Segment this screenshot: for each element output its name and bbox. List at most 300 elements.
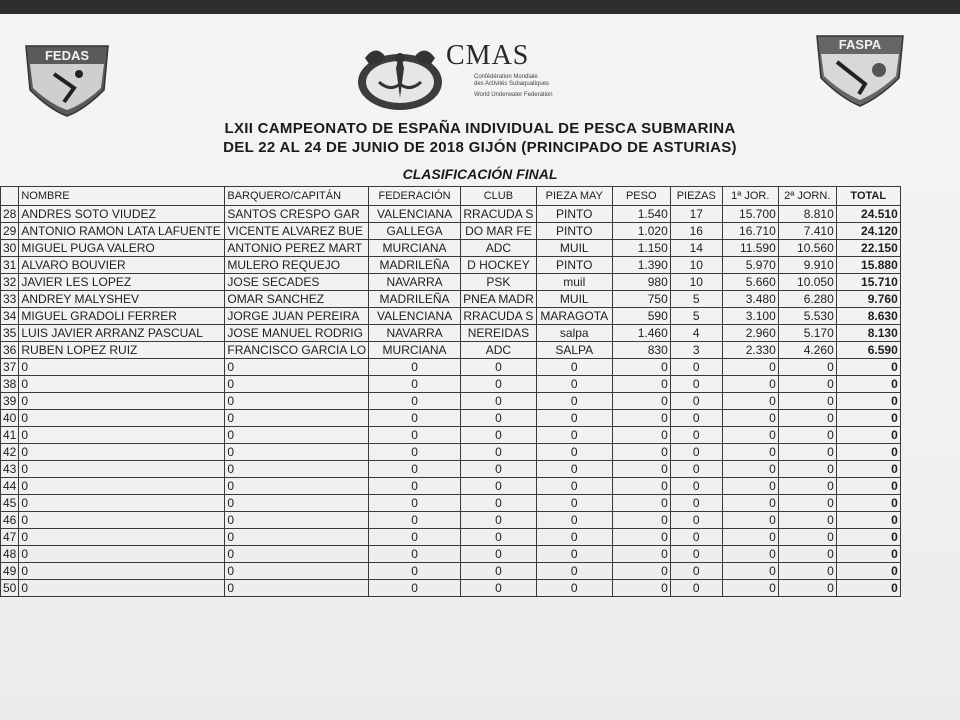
- cell-pos: 48: [1, 546, 19, 563]
- cmas-line-3: World Underwater Federation: [474, 92, 553, 98]
- cell-nombre: 0: [19, 359, 225, 376]
- cell-j2: 0: [778, 444, 836, 461]
- results-table: [0, 186, 901, 597]
- cell-club: 0: [461, 393, 537, 410]
- table-row: [1, 342, 901, 359]
- faspa-logo-text: FASPA: [838, 37, 882, 52]
- cell-barquero: 0: [225, 546, 369, 563]
- cell-nombre: LUIS JAVIER ARRANZ PASCUAL: [19, 325, 225, 342]
- cell-nombre: 0: [19, 512, 225, 529]
- cell-j1: 0: [722, 376, 778, 393]
- cell-pieza: 0: [536, 444, 612, 461]
- cell-peso: 0: [612, 410, 670, 427]
- cmas-wordmark: [446, 40, 586, 100]
- cell-piezas: 0: [670, 563, 722, 580]
- cell-federacion: 0: [369, 461, 461, 478]
- table-row: [1, 291, 901, 308]
- cell-j2: 0: [778, 427, 836, 444]
- cell-federacion: NAVARRA: [369, 325, 461, 342]
- cell-pieza: PINTO: [536, 223, 612, 240]
- cell-j1: 0: [722, 461, 778, 478]
- cell-pieza: SALPA: [536, 342, 612, 359]
- header-nombre: NOMBRE: [19, 187, 225, 206]
- cell-nombre: 0: [19, 546, 225, 563]
- cell-j2: 0: [778, 461, 836, 478]
- cell-total: 0: [836, 376, 900, 393]
- cell-j2: 0: [778, 393, 836, 410]
- cell-j2: 0: [778, 512, 836, 529]
- cell-club: D HOCKEY: [461, 257, 537, 274]
- cell-pieza: 0: [536, 461, 612, 478]
- cell-j1: 0: [722, 478, 778, 495]
- cell-piezas: 10: [670, 274, 722, 291]
- header-pieza: PIEZA MAY: [536, 187, 612, 206]
- cell-federacion: MADRILEÑA: [369, 291, 461, 308]
- cell-barquero: JOSE SECADES: [225, 274, 369, 291]
- cell-nombre: ANTONIO RAMON LATA LAFUENTE: [19, 223, 225, 240]
- cell-peso: 830: [612, 342, 670, 359]
- cell-total: 0: [836, 359, 900, 376]
- cell-federacion: 0: [369, 393, 461, 410]
- cell-pos: 47: [1, 529, 19, 546]
- cell-federacion: 0: [369, 427, 461, 444]
- cell-peso: 0: [612, 546, 670, 563]
- cell-club: 0: [461, 427, 537, 444]
- table-row: [1, 546, 901, 563]
- cell-pos: 43: [1, 461, 19, 478]
- cell-piezas: 0: [670, 410, 722, 427]
- cell-j1: 0: [722, 444, 778, 461]
- cell-pieza: 0: [536, 376, 612, 393]
- cell-nombre: RUBEN LOPEZ RUIZ: [19, 342, 225, 359]
- cell-piezas: 5: [670, 308, 722, 325]
- cell-federacion: 0: [369, 563, 461, 580]
- cell-nombre: 0: [19, 427, 225, 444]
- header-pos: [1, 187, 19, 206]
- cell-pos: 28: [1, 206, 19, 223]
- cell-peso: 0: [612, 478, 670, 495]
- cell-j2: 5.530: [778, 308, 836, 325]
- cell-pos: 44: [1, 478, 19, 495]
- cell-club: 0: [461, 478, 537, 495]
- cell-total: 6.590: [836, 342, 900, 359]
- cell-pieza: MARAGOTA: [536, 308, 612, 325]
- table-row: [1, 240, 901, 257]
- table-row: [1, 359, 901, 376]
- cell-barquero: 0: [225, 444, 369, 461]
- cell-j2: 6.280: [778, 291, 836, 308]
- cell-club: 0: [461, 410, 537, 427]
- table-row: [1, 325, 901, 342]
- cell-nombre: MIGUEL PUGA VALERO: [19, 240, 225, 257]
- cell-pieza: 0: [536, 427, 612, 444]
- cell-total: 8.630: [836, 308, 900, 325]
- cell-peso: 980: [612, 274, 670, 291]
- cell-j2: 0: [778, 359, 836, 376]
- cell-peso: 0: [612, 529, 670, 546]
- cell-j1: 5.660: [722, 274, 778, 291]
- cell-piezas: 4: [670, 325, 722, 342]
- cell-j1: 0: [722, 427, 778, 444]
- cell-piezas: 0: [670, 580, 722, 597]
- cell-peso: 0: [612, 580, 670, 597]
- cell-peso: 0: [612, 393, 670, 410]
- cell-total: 0: [836, 427, 900, 444]
- cell-pos: 33: [1, 291, 19, 308]
- table-row: [1, 478, 901, 495]
- cell-nombre: 0: [19, 495, 225, 512]
- cell-club: NEREIDAS: [461, 325, 537, 342]
- cell-club: ADC: [461, 240, 537, 257]
- header-piezas: PIEZAS: [670, 187, 722, 206]
- cell-club: 0: [461, 580, 537, 597]
- cell-piezas: 0: [670, 478, 722, 495]
- cell-j1: 2.960: [722, 325, 778, 342]
- cell-barquero: ANTONIO PEREZ MART: [225, 240, 369, 257]
- header-peso: PESO: [612, 187, 670, 206]
- cell-j2: 0: [778, 546, 836, 563]
- cell-club: 0: [461, 359, 537, 376]
- cell-total: 15.710: [836, 274, 900, 291]
- cell-federacion: GALLEGA: [369, 223, 461, 240]
- cell-piezas: 16: [670, 223, 722, 240]
- cell-barquero: 0: [225, 478, 369, 495]
- cell-piezas: 14: [670, 240, 722, 257]
- cmas-line-1: Confédération Mondiale: [474, 74, 538, 80]
- table-row: [1, 308, 901, 325]
- table-row: [1, 427, 901, 444]
- cell-total: 0: [836, 512, 900, 529]
- cell-peso: 0: [612, 563, 670, 580]
- table-row: [1, 257, 901, 274]
- cell-j2: 0: [778, 563, 836, 580]
- cell-peso: 0: [612, 444, 670, 461]
- cell-j1: 3.480: [722, 291, 778, 308]
- cell-total: 15.880: [836, 257, 900, 274]
- cell-j2: 0: [778, 478, 836, 495]
- cell-piezas: 0: [670, 512, 722, 529]
- cell-pieza: 0: [536, 478, 612, 495]
- cell-pieza: 0: [536, 512, 612, 529]
- cell-j2: 7.410: [778, 223, 836, 240]
- cell-pos: 50: [1, 580, 19, 597]
- cell-peso: 1.460: [612, 325, 670, 342]
- table-row: [1, 495, 901, 512]
- cell-club: PNEA MADR: [461, 291, 537, 308]
- cell-federacion: 0: [369, 529, 461, 546]
- cell-nombre: ANDREY MALYSHEV: [19, 291, 225, 308]
- cell-j2: 0: [778, 410, 836, 427]
- cell-pieza: MUIL: [536, 240, 612, 257]
- cell-nombre: 0: [19, 461, 225, 478]
- table-row: [1, 512, 901, 529]
- cell-federacion: NAVARRA: [369, 274, 461, 291]
- cell-j1: 2.330: [722, 342, 778, 359]
- cell-total: 0: [836, 529, 900, 546]
- cell-federacion: 0: [369, 580, 461, 597]
- faspa-logo: [815, 34, 905, 108]
- cell-j1: 3.100: [722, 308, 778, 325]
- cell-club: DO MAR FE: [461, 223, 537, 240]
- table-row: [1, 563, 901, 580]
- cell-total: 0: [836, 461, 900, 478]
- cell-j2: 0: [778, 580, 836, 597]
- cell-pieza: muil: [536, 274, 612, 291]
- cell-j1: 0: [722, 410, 778, 427]
- cell-piezas: 5: [670, 291, 722, 308]
- cmas-title: CMAS: [446, 40, 530, 71]
- header-total: TOTAL: [836, 187, 900, 206]
- cell-pos: 34: [1, 308, 19, 325]
- cell-federacion: 0: [369, 478, 461, 495]
- cell-j1: 11.590: [722, 240, 778, 257]
- cell-barquero: 0: [225, 512, 369, 529]
- cell-barquero: 0: [225, 427, 369, 444]
- cell-pos: 37: [1, 359, 19, 376]
- cell-pos: 39: [1, 393, 19, 410]
- cell-barquero: VICENTE ALVAREZ BUE: [225, 223, 369, 240]
- cell-pieza: 0: [536, 563, 612, 580]
- cell-j2: 0: [778, 495, 836, 512]
- cell-club: 0: [461, 461, 537, 478]
- cell-piezas: 0: [670, 359, 722, 376]
- cell-total: 24.120: [836, 223, 900, 240]
- cell-total: 24.510: [836, 206, 900, 223]
- cell-barquero: 0: [225, 563, 369, 580]
- cell-federacion: VALENCIANA: [369, 308, 461, 325]
- cell-nombre: 0: [19, 376, 225, 393]
- cell-j2: 10.560: [778, 240, 836, 257]
- document-title-line2: DEL 22 AL 24 DE JUNIO DE 2018 GIJÓN (PRINCIPADO DE ASTURIAS): [223, 139, 737, 156]
- header-j2: 2ª JORN.: [778, 187, 836, 206]
- cell-peso: 1.020: [612, 223, 670, 240]
- cell-piezas: 0: [670, 461, 722, 478]
- cell-j1: 0: [722, 563, 778, 580]
- cell-pos: 42: [1, 444, 19, 461]
- cell-barquero: JORGE JUAN PEREIRA: [225, 308, 369, 325]
- cell-pos: 30: [1, 240, 19, 257]
- cell-pieza: 0: [536, 495, 612, 512]
- cell-j1: 5.970: [722, 257, 778, 274]
- cell-barquero: FRANCISCO GARCIA LO: [225, 342, 369, 359]
- cell-pieza: MUIL: [536, 291, 612, 308]
- table-row: [1, 223, 901, 240]
- cell-pieza: 0: [536, 359, 612, 376]
- cell-total: 8.130: [836, 325, 900, 342]
- cell-pieza: PINTO: [536, 206, 612, 223]
- fedas-logo-text: FEDAS: [44, 48, 90, 63]
- cell-federacion: 0: [369, 359, 461, 376]
- table-row: [1, 580, 901, 597]
- cell-j1: 15.700: [722, 206, 778, 223]
- cell-pieza: PINTO: [536, 257, 612, 274]
- cell-j1: 0: [722, 580, 778, 597]
- cell-barquero: OMAR SANCHEZ: [225, 291, 369, 308]
- table-row: [1, 206, 901, 223]
- header-barquero: BARQUERO/CAPITÁN: [225, 187, 369, 206]
- cell-club: 0: [461, 512, 537, 529]
- cell-piezas: 0: [670, 427, 722, 444]
- cell-pieza: 0: [536, 410, 612, 427]
- cell-nombre: 0: [19, 478, 225, 495]
- cell-piezas: 17: [670, 206, 722, 223]
- cell-j1: 0: [722, 359, 778, 376]
- cell-j1: 0: [722, 393, 778, 410]
- cell-peso: 0: [612, 512, 670, 529]
- cell-pos: 46: [1, 512, 19, 529]
- cell-piezas: 0: [670, 393, 722, 410]
- cell-total: 0: [836, 495, 900, 512]
- cell-peso: 590: [612, 308, 670, 325]
- cell-nombre: 0: [19, 393, 225, 410]
- cell-j2: 8.810: [778, 206, 836, 223]
- header-club: CLUB: [461, 187, 537, 206]
- cell-total: 0: [836, 393, 900, 410]
- table-row: [1, 529, 901, 546]
- cell-barquero: SANTOS CRESPO GAR: [225, 206, 369, 223]
- cell-barquero: 0: [225, 393, 369, 410]
- cell-federacion: 0: [369, 495, 461, 512]
- cell-pieza: 0: [536, 546, 612, 563]
- cell-total: 0: [836, 580, 900, 597]
- cell-j2: 5.170: [778, 325, 836, 342]
- cell-piezas: 0: [670, 444, 722, 461]
- cell-j1: 16.710: [722, 223, 778, 240]
- cell-j2: 10.050: [778, 274, 836, 291]
- cell-nombre: 0: [19, 410, 225, 427]
- cell-federacion: 0: [369, 410, 461, 427]
- cell-pos: 40: [1, 410, 19, 427]
- cell-federacion: 0: [369, 512, 461, 529]
- cell-peso: 750: [612, 291, 670, 308]
- cell-nombre: 0: [19, 529, 225, 546]
- cell-pieza: salpa: [536, 325, 612, 342]
- cell-j2: 4.260: [778, 342, 836, 359]
- results-table-container: [0, 186, 901, 597]
- cell-nombre: 0: [19, 580, 225, 597]
- table-row: [1, 444, 901, 461]
- cell-piezas: 3: [670, 342, 722, 359]
- table-row: [1, 461, 901, 478]
- cell-nombre: MIGUEL GRADOLI FERRER: [19, 308, 225, 325]
- cell-barquero: JOSE MANUEL RODRIG: [225, 325, 369, 342]
- cell-nombre: 0: [19, 563, 225, 580]
- cmas-line-2: des Activités Subaquatiques: [474, 81, 550, 87]
- cell-total: 22.150: [836, 240, 900, 257]
- table-row: [1, 274, 901, 291]
- cell-club: RRACUDA S: [461, 206, 537, 223]
- cell-peso: 1.390: [612, 257, 670, 274]
- cell-federacion: MURCIANA: [369, 240, 461, 257]
- cell-j2: 9.910: [778, 257, 836, 274]
- cell-peso: 0: [612, 359, 670, 376]
- cell-peso: 0: [612, 495, 670, 512]
- cell-pos: 29: [1, 223, 19, 240]
- header-federacion: FEDERACIÓN: [369, 187, 461, 206]
- cell-j2: 0: [778, 376, 836, 393]
- cell-nombre: ALVARO BOUVIER: [19, 257, 225, 274]
- cell-barquero: 0: [225, 461, 369, 478]
- table-row: [1, 393, 901, 410]
- table-row: [1, 376, 901, 393]
- cell-club: 0: [461, 444, 537, 461]
- cell-club: 0: [461, 529, 537, 546]
- cell-total: 0: [836, 546, 900, 563]
- document-title-line1: LXII CAMPEONATO DE ESPAÑA INDIVIDUAL DE PESCA SUBMARINA: [224, 120, 736, 137]
- cell-federacion: MURCIANA: [369, 342, 461, 359]
- cell-j1: 0: [722, 512, 778, 529]
- cell-piezas: 0: [670, 546, 722, 563]
- cell-piezas: 0: [670, 495, 722, 512]
- cell-barquero: 0: [225, 529, 369, 546]
- cell-federacion: MADRILEÑA: [369, 257, 461, 274]
- cell-pos: 49: [1, 563, 19, 580]
- cell-peso: 1.150: [612, 240, 670, 257]
- cell-club: 0: [461, 495, 537, 512]
- cell-pieza: 0: [536, 393, 612, 410]
- table-row: [1, 410, 901, 427]
- cell-total: 0: [836, 444, 900, 461]
- table-header-row: [1, 187, 901, 206]
- cell-pos: 36: [1, 342, 19, 359]
- cell-barquero: MULERO REQUEJO: [225, 257, 369, 274]
- cell-club: 0: [461, 546, 537, 563]
- cell-j1: 0: [722, 529, 778, 546]
- cell-j1: 0: [722, 495, 778, 512]
- cell-federacion: 0: [369, 376, 461, 393]
- cell-barquero: 0: [225, 359, 369, 376]
- cell-club: PSK: [461, 274, 537, 291]
- cell-nombre: JAVIER LES LOPEZ: [19, 274, 225, 291]
- cell-j2: 0: [778, 529, 836, 546]
- cell-pieza: 0: [536, 529, 612, 546]
- cell-total: 0: [836, 563, 900, 580]
- cell-piezas: 0: [670, 376, 722, 393]
- cell-nombre: ANDRES SOTO VIUDEZ: [19, 206, 225, 223]
- header-j1: 1ª JOR.: [722, 187, 778, 206]
- cell-pos: 41: [1, 427, 19, 444]
- cell-club: 0: [461, 376, 537, 393]
- cell-barquero: 0: [225, 376, 369, 393]
- cell-nombre: 0: [19, 444, 225, 461]
- cmas-emblem-icon: [355, 38, 445, 112]
- cell-club: 0: [461, 563, 537, 580]
- cell-pieza: 0: [536, 580, 612, 597]
- cell-pos: 31: [1, 257, 19, 274]
- cell-total: 0: [836, 410, 900, 427]
- cell-peso: 0: [612, 461, 670, 478]
- cell-pos: 32: [1, 274, 19, 291]
- cell-club: ADC: [461, 342, 537, 359]
- cell-peso: 0: [612, 427, 670, 444]
- cell-pos: 45: [1, 495, 19, 512]
- cell-federacion: 0: [369, 444, 461, 461]
- cell-federacion: 0: [369, 546, 461, 563]
- cell-j1: 0: [722, 546, 778, 563]
- classification-subtitle: CLASIFICACIÓN FINAL: [402, 166, 558, 182]
- cell-peso: 0: [612, 376, 670, 393]
- cell-barquero: 0: [225, 580, 369, 597]
- cell-total: 9.760: [836, 291, 900, 308]
- cell-pos: 35: [1, 325, 19, 342]
- cell-federacion: VALENCIANA: [369, 206, 461, 223]
- cell-total: 0: [836, 478, 900, 495]
- cell-pos: 38: [1, 376, 19, 393]
- cell-piezas: 0: [670, 529, 722, 546]
- cell-peso: 1.540: [612, 206, 670, 223]
- table-body: [1, 206, 901, 597]
- cell-barquero: 0: [225, 410, 369, 427]
